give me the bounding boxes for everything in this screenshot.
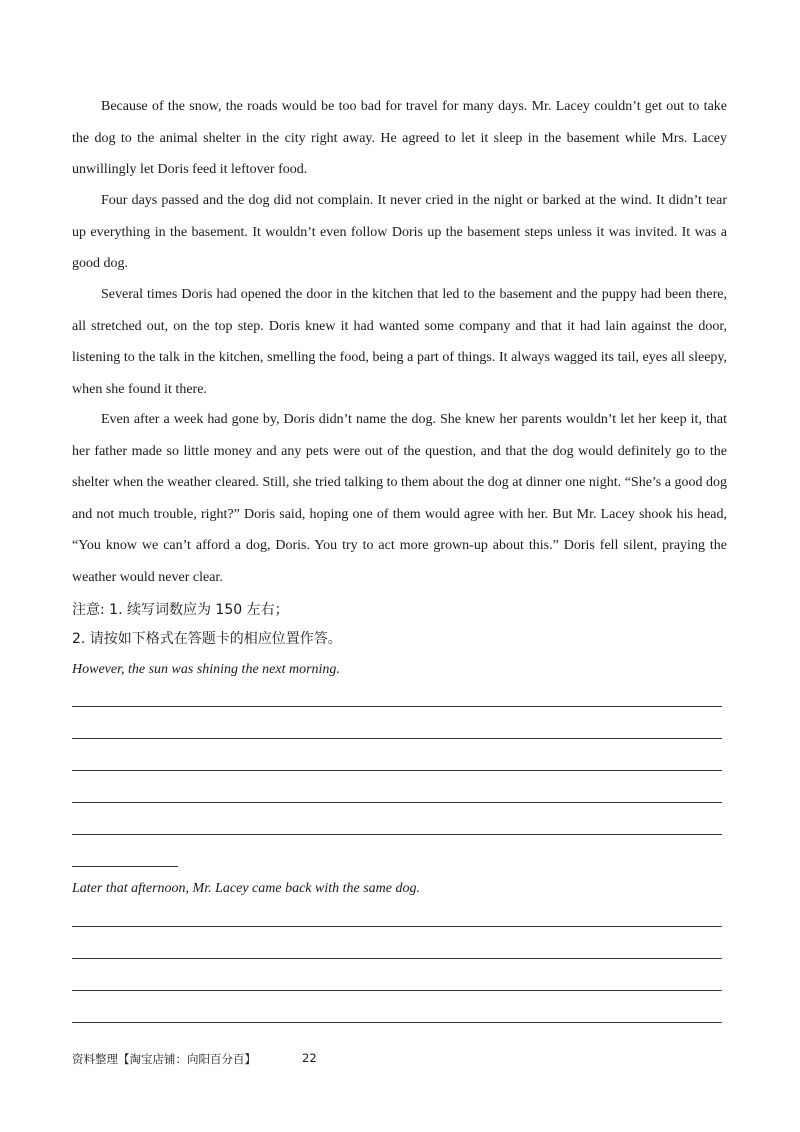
footer-source-label: 资料整理【淘宝店铺：向阳百分百】 — [72, 1052, 256, 1066]
passage-paragraph-3: Several times Doris had opened the door in the kitchen that led to the basement and the puppy had been there, all stretched out, on the top step. Doris knew it had wanted some company and that it had lain against the door, listening to the talk in the kitchen, smelling the food, being a part of things. It always wagged its tail, eyes all sleepy, when she found it there. — [72, 287, 727, 397]
instruction-note-2: 2. 请按如下格式在答题卡的相应位置作答。 — [72, 631, 342, 647]
answer-line — [72, 926, 722, 927]
passage-paragraph-2: Four days passed and the dog did not complain. It never cried in the night or barked at the wind. It didn’t tear up everything in the basement. It wouldn’t even follow Doris up the basement steps unless it was invited. It was a good dog. — [72, 193, 727, 271]
answer-line — [72, 706, 722, 707]
answer-line — [72, 834, 722, 835]
answer-line-short — [72, 866, 178, 867]
continuation-prompt-1: However, the sun was shining the next morning. — [72, 662, 340, 677]
instruction-note-1: 注意: 1. 续写词数应为 150 左右； — [72, 602, 289, 618]
passage-paragraph-1: Because of the snow, the roads would be too bad for travel for many days. Mr. Lacey couldn’t get out to take the dog to the animal shelter in the city right away. He agreed to let it sleep in the basement while Mrs. Lacey unwillingly let Doris feed it leftover food. — [72, 99, 727, 177]
answer-line — [72, 958, 722, 959]
continuation-prompt-2: Later that afternoon, Mr. Lacey came back with the same dog. — [72, 881, 421, 896]
answer-line — [72, 770, 722, 771]
passage-paragraph-4: Even after a week had gone by, Doris didn’t name the dog. She knew her parents wouldn’t let her keep it, that her father made so little money and any pets were out of the question, and that the dog would definitely go to the shelter when the weather cleared. Still, she tried talking to them about the dog at dinner one night. “She’s a good dog and not much trouble, right?” Doris said, hoping one of them would agree with her. But Mr. Lacey shook his head, “You know we can’t afford a dog, Doris. You try to act more grown-up about this.” Doris fell silent, praying the weather would never clear. — [72, 412, 727, 585]
answer-line — [72, 1022, 722, 1023]
page-number: 22 — [302, 1051, 317, 1065]
answer-line — [72, 990, 722, 991]
answer-line — [72, 738, 722, 739]
answer-line — [72, 802, 722, 803]
